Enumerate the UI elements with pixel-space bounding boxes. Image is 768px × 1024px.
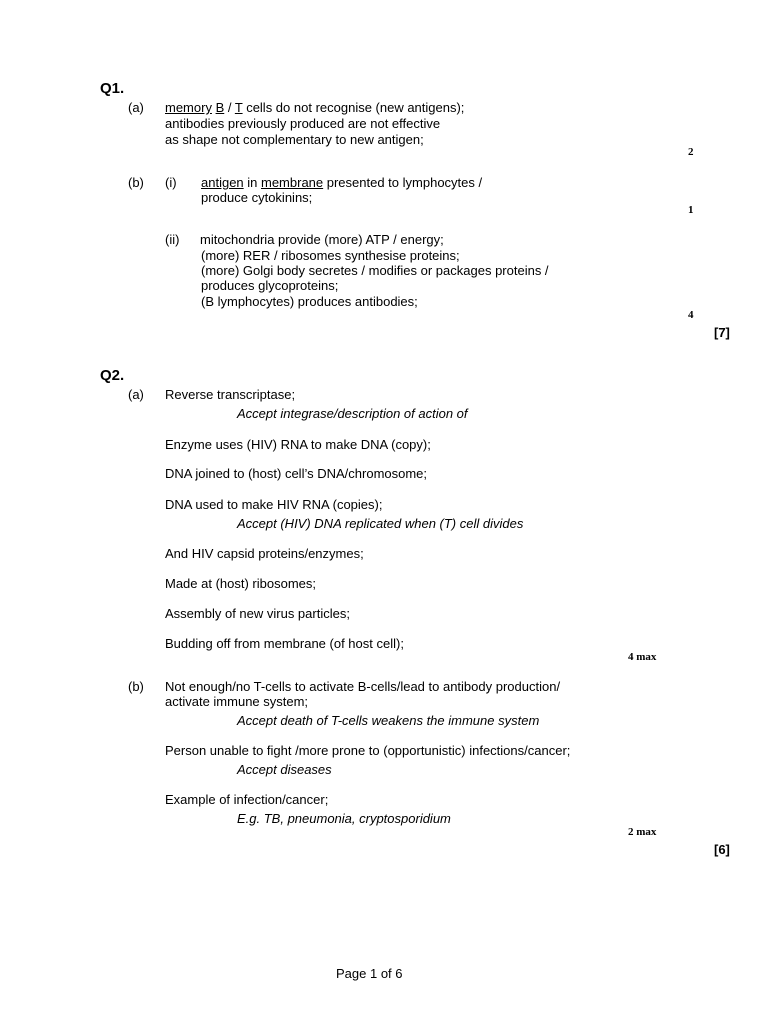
q1-b-ii-line: (more) Golgi body secretes / modifies or packages proteins / <box>201 263 549 278</box>
q1-b-i-marks: 1 <box>688 204 694 216</box>
page-number: Page 1 of 6 <box>336 966 403 981</box>
q1-a-line2: antibodies previously produced are not effective <box>165 116 441 131</box>
text-span: presented to lymphocytes / <box>323 175 483 190</box>
underlined-word: membrane <box>261 175 324 190</box>
q2-b-point: Example of infection/cancer; <box>165 792 329 807</box>
q2-a-point: Enzyme uses (HIV) RNA to make DNA (copy); <box>165 437 431 452</box>
q2-b-note: Accept death of T-cells weakens the immune system <box>237 713 540 728</box>
q2-b-note: E.g. TB, pneumonia, cryptosporidium <box>237 811 451 826</box>
q2-b-point: Person unable to fight /more prone to (opportunistic) infections/cancer; <box>165 743 571 758</box>
q1-a-label: (a) <box>128 100 144 115</box>
q1-b-i-line2: produce cytokinins; <box>201 190 313 205</box>
q2-a-point: Assembly of new virus particles; <box>165 606 350 621</box>
q1-b-ii-label: (ii) <box>165 232 180 247</box>
underlined-word: memory <box>165 100 212 115</box>
q1-total: [7] <box>714 325 730 340</box>
q2-total: [6] <box>714 842 730 857</box>
q1-b-i-line1 <box>201 175 482 190</box>
q1-b-label: (b) <box>128 175 144 190</box>
q2-b-note: Accept diseases <box>237 762 332 777</box>
text-span: in <box>243 175 261 190</box>
q1-b-ii-marks: 4 <box>688 309 694 321</box>
underlined-word: B <box>215 100 225 115</box>
q1-heading: Q1. <box>100 80 125 97</box>
q1-b-ii-line: produces glycoproteins; <box>201 278 339 293</box>
q2-a-marks: 4 max <box>628 651 657 663</box>
q1-a-marks: 2 <box>688 146 694 158</box>
q2-a-note: Accept integrase/description of action of <box>237 406 468 421</box>
q2-a-point: Reverse transcriptase; <box>165 387 296 402</box>
q1-b-i-label: (i) <box>165 175 177 190</box>
q2-heading: Q2. <box>100 367 125 384</box>
q2-a-point: Budding off from membrane (of host cell); <box>165 636 404 651</box>
underlined-word: T <box>234 100 243 115</box>
q2-a-point: And HIV capsid proteins/enzymes; <box>165 546 364 561</box>
q2-a-point: DNA used to make HIV RNA (copies); <box>165 497 383 512</box>
text-span: cells do not recognise (new antigens); <box>242 100 465 115</box>
text-span: / <box>224 100 235 115</box>
q2-b-marks: 2 max <box>628 826 657 838</box>
underlined-word: antigen <box>201 175 244 190</box>
q2-b-label: (b) <box>128 679 144 694</box>
q2-a-point: DNA joined to (host) cell’s DNA/chromosome; <box>165 466 428 481</box>
q1-b-ii-line: mitochondria provide (more) ATP / energy; <box>200 232 444 247</box>
q1-a-line3: as shape not complementary to new antigen; <box>165 132 424 147</box>
q2-b-point: Not enough/no T-cells to activate B-cells/lead to antibody production/ <box>165 679 561 694</box>
q2-a-note: Accept (HIV) DNA replicated when (T) cell divides <box>237 516 524 531</box>
q2-a-label: (a) <box>128 387 144 402</box>
q1-b-ii-line: (B lymphocytes) produces antibodies; <box>201 294 418 309</box>
q1-b-ii-line: (more) RER / ribosomes synthesise proteins; <box>201 248 460 263</box>
q2-a-point: Made at (host) ribosomes; <box>165 576 317 591</box>
q1-a-line1 <box>165 100 464 115</box>
q2-b-point: activate immune system; <box>165 694 309 709</box>
